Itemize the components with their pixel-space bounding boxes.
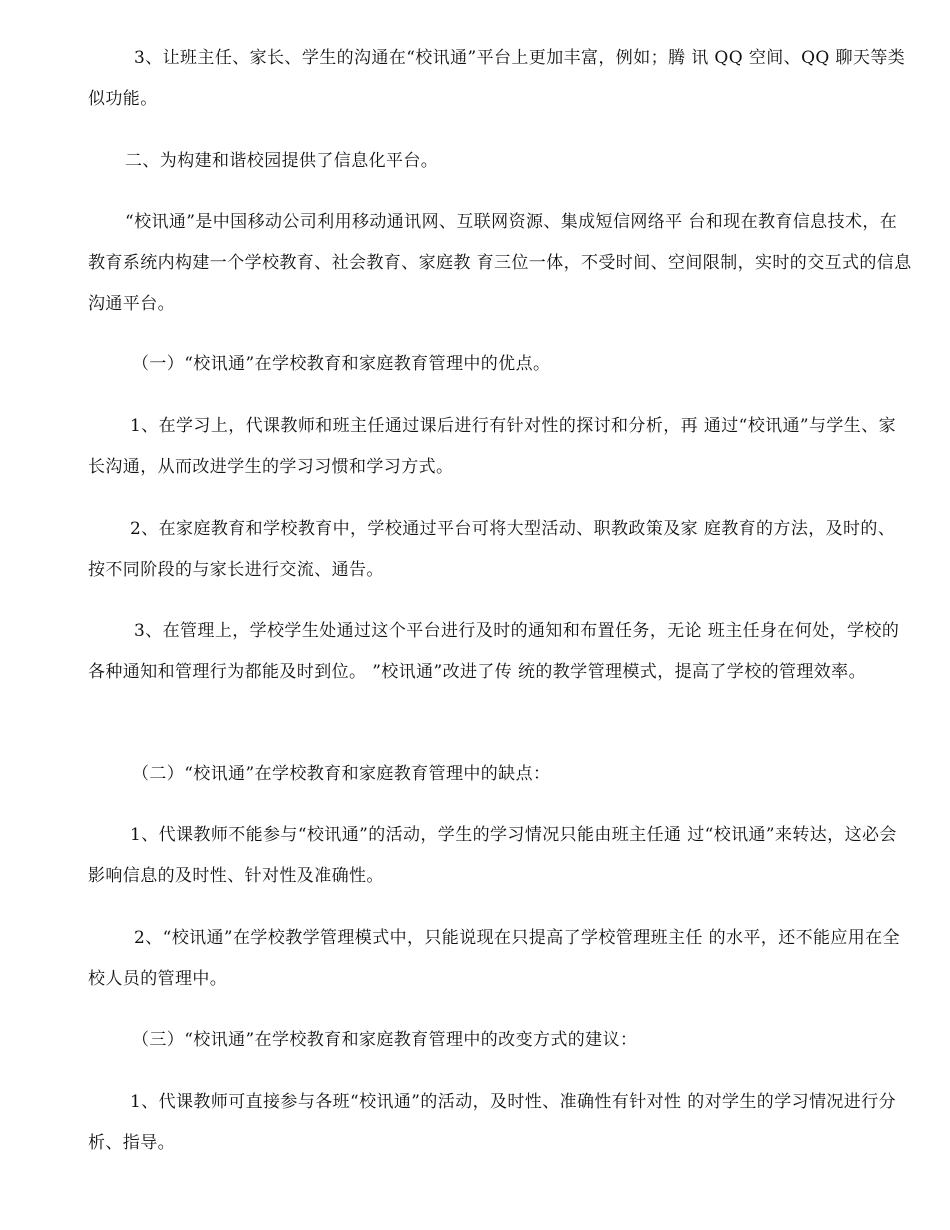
- paragraph-advantage-2: 2、在家庭教育和学校教育中，学校通过平台可将大型活动、职教政策及家 庭教育的方法，及时的、按不同阶段的与家长进行交流、通告。: [88, 519, 896, 580]
- paragraph-disadvantage-2: 2、“校讯通”在学校教学管理模式中，只能说现在只提高了学校管理班主任 的水平，还不能应用在全校人员的管理中。: [88, 928, 900, 989]
- paragraph-3: “校讯通”是中国移动公司利用移动通讯网、互联网资源、集成短信网络平 台和现在教育信息技术，在教育系统内构建一个学校教育、社会教育、家庭教 育三位一体，不受时间、空间限制，实时的交互式的信息沟通平台。: [88, 212, 912, 314]
- paragraph-1: 3、让班主任、家长、学生的沟通在“校讯通”平台上更加丰富，例如；腾 讯 QQ 空间、QQ 聊天等类似功能。: [88, 48, 906, 109]
- subheading-2: （二）“校讯通”在学校教育和家庭教育管理中的缺点：: [132, 764, 551, 784]
- subheading-3: （三）“校讯通”在学校教育和家庭教育管理中的改变方式的建议：: [132, 1030, 638, 1050]
- paragraph-suggestion-1: 1、代课教师可直接参与各班“校讯通”的活动，及时性、准确性有针对性 的对学生的学习情况进行分析、指导。: [88, 1092, 896, 1153]
- paragraph-disadvantage-1: 1、代课教师不能参与“校讯通”的活动，学生的学习情况只能由班主任通 过“校讯通”来转达，这必会影响信息的及时性、针对性及准确性。: [88, 825, 897, 886]
- paragraph-advantage-3: 3、在管理上，学校学生处通过这个平台进行及时的通知和布置任务，无论 班主任身在何处，学校的各种通知和管理行为都能及时到位。 ”校讯通”改进了传 统的教学管理模式，提高了学校的管理效率。: [88, 621, 900, 682]
- paragraph-advantage-1: 1、在学习上，代课教师和班主任通过课后进行有针对性的探讨和分析，再 通过“校讯通”与学生、家长沟通，从而改进学生的学习习惯和学习方式。: [88, 416, 896, 477]
- subheading-1: （一）“校讯通”在学校教育和家庭教育管理中的优点。: [132, 354, 551, 374]
- heading-2: 二、为构建和谐校园提供了信息化平台。: [125, 151, 439, 171]
